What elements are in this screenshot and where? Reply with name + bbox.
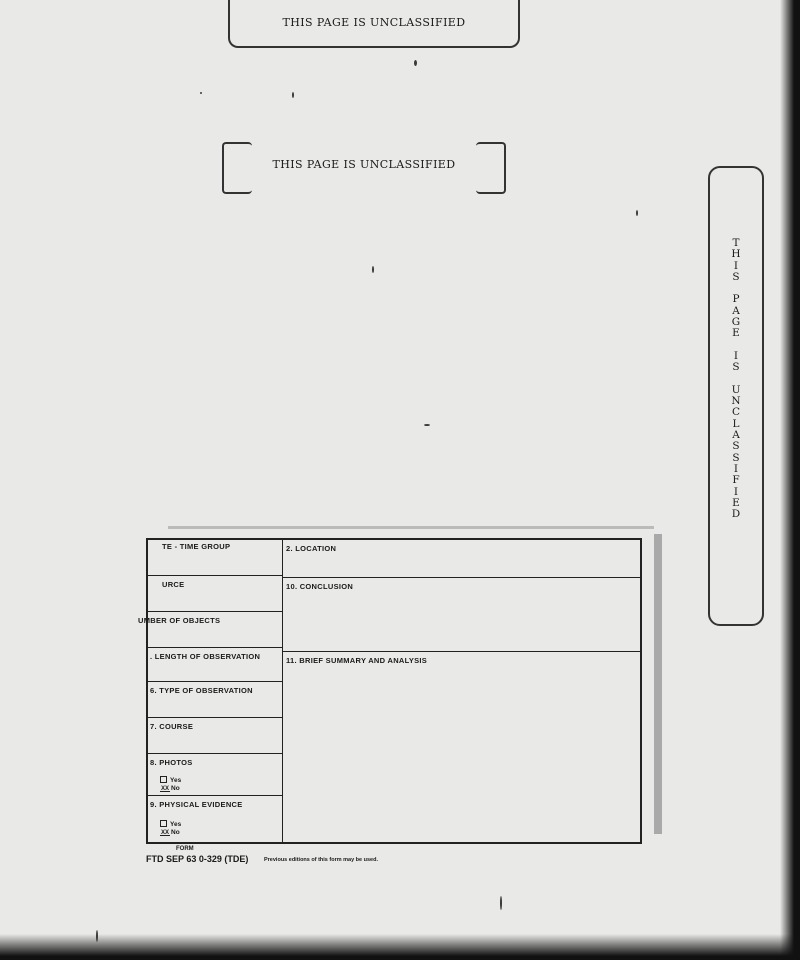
label-source: URCE (162, 580, 185, 589)
stamp-side-letter: P (732, 293, 740, 306)
cell-conclusion (282, 578, 640, 652)
checkbox-icon (160, 820, 167, 827)
scan-speck (636, 210, 638, 216)
label-course: 7. COURSE (150, 722, 194, 731)
evidence-option-yes[interactable]: Yes (160, 820, 181, 828)
label-location: 2. LOCATION (286, 544, 337, 553)
footer-editions-note: Previous editions of this form may be used. (264, 857, 378, 863)
photos-option-no[interactable]: XX No (160, 785, 180, 792)
scan-dark-edge-right (780, 0, 800, 960)
checkbox-icon (160, 776, 167, 783)
checked-box-icon: XX (160, 830, 169, 836)
scan-speck (200, 92, 202, 94)
scan-speck (500, 896, 502, 910)
footer-form-word: FORM (176, 846, 194, 852)
stamp-side-letter: T (732, 237, 740, 249)
label-number-of-objects: UMBER OF OBJECTS (138, 616, 221, 625)
stamp-side-letter: H (731, 248, 741, 261)
cell-number-of-objects (138, 612, 282, 648)
evidence-option-no[interactable]: XX No (160, 829, 180, 836)
stamp-side-letter: D (731, 508, 741, 521)
stamp-side-letter: U (731, 383, 741, 396)
cell-length-of-observation (148, 648, 282, 682)
unclassified-stamp-side (708, 166, 764, 626)
label-physical-evidence: 9. PHYSICAL EVIDENCE (150, 800, 243, 809)
cell-type-of-observation (148, 682, 282, 718)
photos-option-yes[interactable]: Yes (160, 776, 181, 784)
stamp-side-letter: C (731, 406, 741, 419)
scan-speck (292, 92, 294, 98)
stamp-side-letter: N (731, 395, 741, 408)
label-brief-summary: 11. BRIEF SUMMARY AND ANALYSIS (286, 656, 428, 665)
unclassified-stamp-top (228, 0, 520, 48)
cell-photos (148, 754, 282, 796)
checked-box-icon: XX (160, 786, 169, 792)
stamp-side-letter: S (732, 451, 740, 464)
report-form (138, 538, 642, 844)
scan-speck (96, 930, 98, 942)
label-type-of-observation: 6. TYPE OF OBSERVATION (150, 686, 253, 695)
cell-brief-summary (282, 652, 640, 842)
label-photos: 8. PHOTOS (150, 758, 193, 767)
stamp-side-letter: I (733, 485, 739, 498)
scan-speck (414, 60, 417, 66)
label-date-time-group: TE - TIME GROUP (162, 542, 231, 551)
cell-course (148, 718, 282, 754)
stamp-side-letter: F (732, 474, 740, 487)
label-conclusion: 10. CONCLUSION (286, 582, 354, 591)
stamp-side-letter: I (733, 462, 739, 475)
stamp-side-letter: S (732, 440, 740, 453)
scan-speck (372, 266, 374, 273)
stamp-side-letter: S (732, 270, 740, 283)
stamp-side-letter: I (733, 259, 739, 272)
cell-source (148, 576, 282, 612)
footer-form-id: FTD SEP 63 0-329 (TDE) (146, 854, 249, 864)
stamp-side-letter: L (732, 417, 740, 430)
unclassified-stamp-middle (222, 142, 506, 192)
cell-physical-evidence (148, 796, 282, 842)
stamp-side-letter: A (732, 429, 740, 442)
cell-location (282, 540, 640, 578)
cell-date-time-group (148, 540, 282, 576)
stamp-side-letter: A (732, 304, 740, 317)
scan-speck (424, 424, 430, 426)
form-top-shadow (168, 526, 654, 529)
stamp-middle-text: THIS PAGE IS UNCLASSIFIED (272, 158, 456, 171)
form-right-shadow (654, 534, 662, 834)
stamp-side-letter: S (732, 361, 740, 374)
scan-dark-edge-bottom (0, 934, 800, 960)
label-length-of-observation: . LENGTH OF OBSERVATION (150, 652, 261, 661)
stamp-side-letter: E (732, 496, 740, 509)
stamp-side-letter: E (732, 327, 740, 340)
stamp-side-letter: I (733, 349, 739, 362)
stamp-side-letter: G (731, 316, 741, 329)
stamp-top-text: THIS PAGE IS UNCLASSIFIED (282, 16, 466, 29)
stamp-side-vertical-text (710, 238, 762, 520)
form-left-column (138, 540, 283, 842)
